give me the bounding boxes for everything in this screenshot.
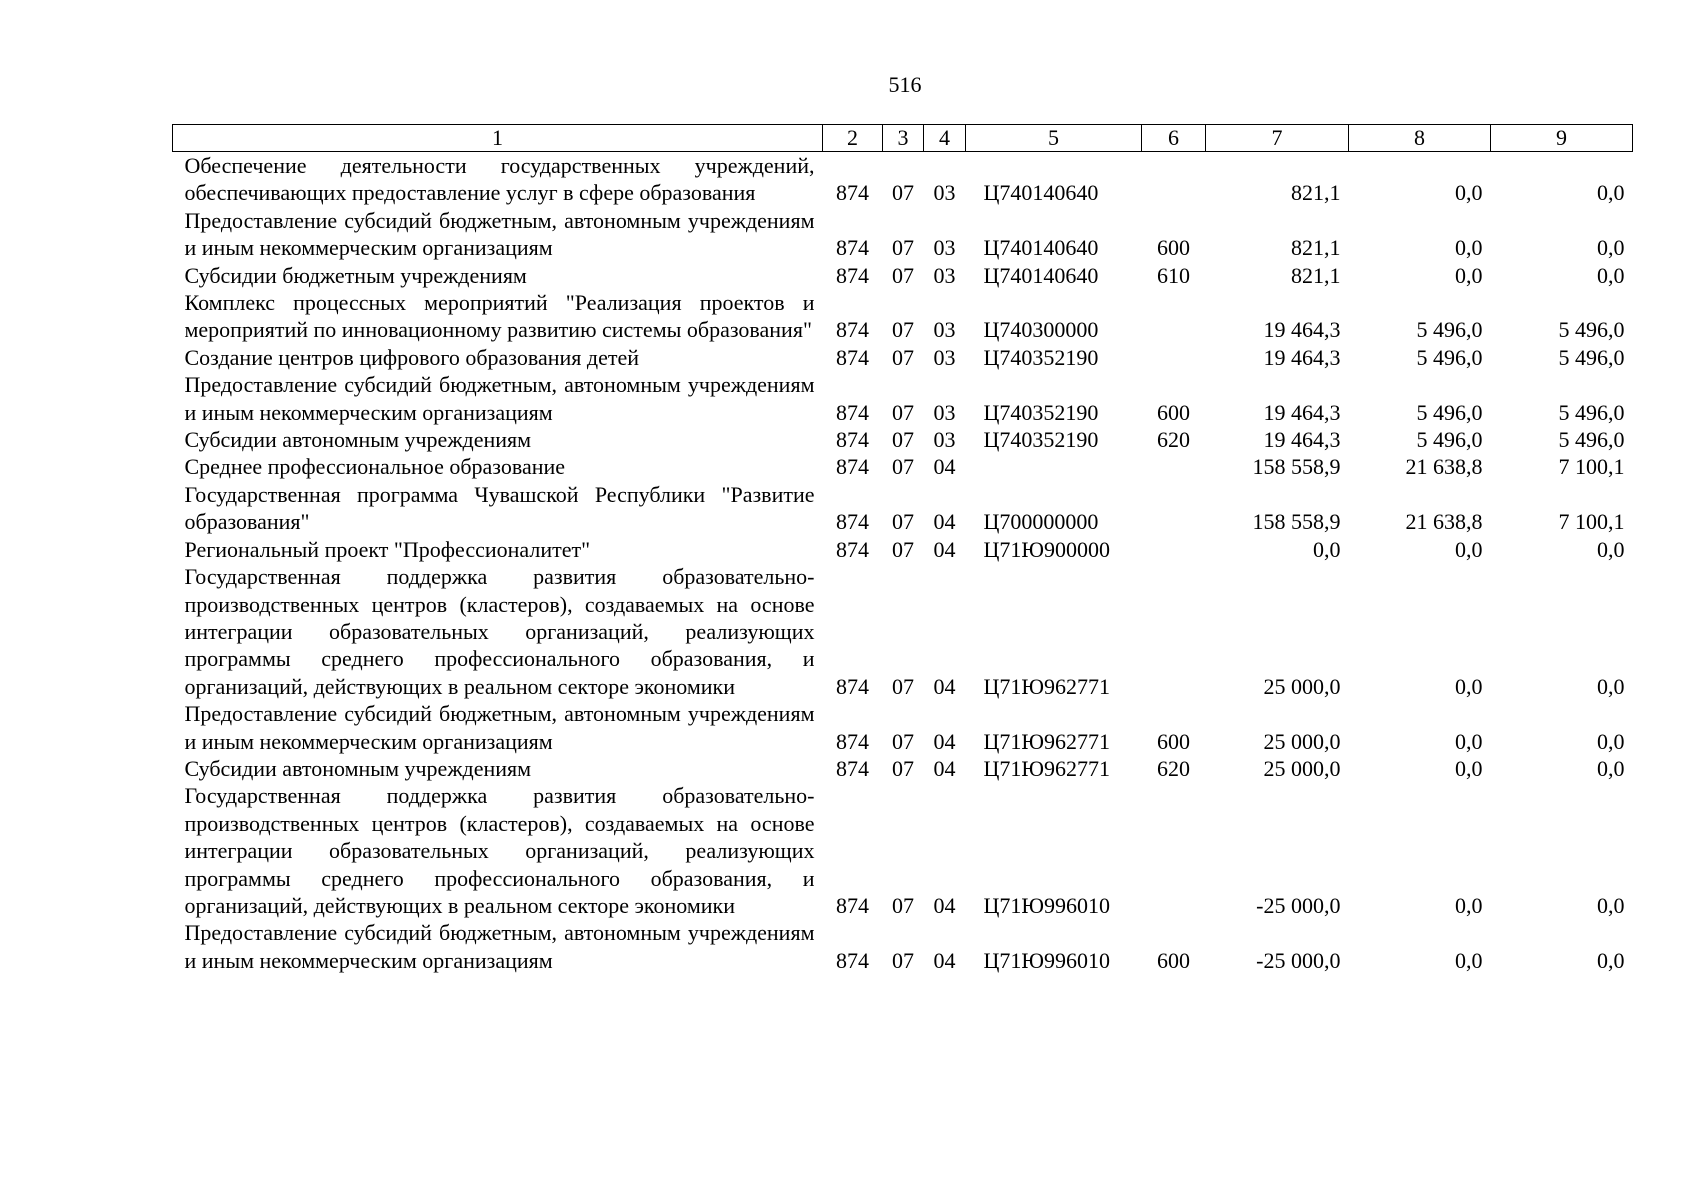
table-row bbox=[173, 426, 1633, 453]
cell-admin-code: 874 bbox=[836, 427, 869, 453]
cell-expense-type: 620 bbox=[1157, 427, 1190, 453]
cell-target-article: Ц71Ю962771 bbox=[983, 755, 1110, 781]
cell-target-article: Ц740352190 bbox=[983, 344, 1099, 370]
cell-description: Создание центров цифрового образования детей bbox=[184, 344, 639, 370]
cell-admin-code: 874 bbox=[836, 509, 869, 535]
table-header bbox=[173, 125, 1633, 152]
cell-expense-type bbox=[1142, 289, 1206, 344]
cell-amount-col8: 0,0 bbox=[1455, 180, 1483, 206]
cell-expense-type bbox=[1142, 152, 1206, 207]
cell-target-article bbox=[966, 453, 1142, 480]
cell-description: Государственная поддержка развития образовательно-производственных центров (кластеров), создаваемых на основе интеграции образовательных организаций, реализующих программы среднего профессионального образования, и организаций, действующих в реальном секторе экономики bbox=[184, 783, 815, 918]
cell-amount-col8: 0,0 bbox=[1455, 892, 1483, 918]
cell-amount-col7: -25 000,0 bbox=[1256, 947, 1341, 973]
table-row bbox=[173, 207, 1633, 262]
cell-admin-code: 874 bbox=[836, 399, 869, 425]
header-cell-4: 4 bbox=[924, 125, 966, 152]
cell-section: 07 bbox=[892, 235, 914, 261]
cell-amount-col8: 0,0 bbox=[1455, 755, 1483, 781]
cell-admin-code: 874 bbox=[836, 536, 869, 562]
cell-amount-col7: 158 558,9 bbox=[1252, 454, 1341, 480]
cell-amount-col9: 0,0 bbox=[1597, 180, 1625, 206]
cell-description: Предоставление субсидий бюджетным, автономным учреждениям и иным некоммерческим организациям bbox=[184, 701, 815, 754]
cell-amount-col9: 0,0 bbox=[1597, 892, 1625, 918]
cell-expense-type bbox=[1142, 481, 1206, 536]
cell-section: 07 bbox=[892, 317, 914, 343]
cell-expense-type bbox=[1142, 536, 1206, 563]
cell-target-article: Ц740352190 bbox=[983, 427, 1099, 453]
cell-amount-col8: 0,0 bbox=[1455, 235, 1483, 261]
cell-amount-col8: 5 496,0 bbox=[1416, 317, 1483, 343]
cell-subsection: 04 bbox=[933, 673, 956, 699]
cell-amount-col9: 7 100,1 bbox=[1558, 509, 1625, 535]
cell-description: Обеспечение деятельности государственных учреждений, обеспечивающих предоставление услуг в сфере образования bbox=[184, 153, 815, 206]
cell-amount-col8: 0,0 bbox=[1455, 262, 1483, 288]
cell-description: Комплекс процессных мероприятий "Реализация проектов и мероприятий по инновационному развитию системы образования" bbox=[184, 290, 815, 343]
cell-amount-col7: 19 464,3 bbox=[1263, 317, 1341, 343]
cell-amount-col9: 0,0 bbox=[1597, 673, 1625, 699]
cell-amount-col7: 25 000,0 bbox=[1263, 673, 1341, 699]
cell-admin-code: 874 bbox=[836, 892, 869, 918]
cell-description: Субсидии автономным учреждениям bbox=[184, 427, 532, 453]
cell-expense-type bbox=[1142, 563, 1206, 700]
cell-amount-col7: 25 000,0 bbox=[1263, 728, 1341, 754]
cell-amount-col7: -25 000,0 bbox=[1256, 892, 1341, 918]
cell-subsection: 03 bbox=[933, 317, 956, 343]
cell-expense-type: 600 bbox=[1157, 399, 1190, 425]
budget-table bbox=[172, 124, 1633, 974]
cell-target-article: Ц740300000 bbox=[983, 317, 1099, 343]
cell-target-article: Ц740140640 bbox=[983, 180, 1099, 206]
cell-amount-col9: 5 496,0 bbox=[1558, 317, 1625, 343]
table-row bbox=[173, 371, 1633, 426]
cell-amount-col7: 158 558,9 bbox=[1252, 509, 1341, 535]
cell-description: Предоставление субсидий бюджетным, автономным учреждениям и иным некоммерческим организациям bbox=[184, 207, 815, 261]
cell-target-article: Ц740352190 bbox=[983, 399, 1099, 425]
cell-subsection: 03 bbox=[933, 262, 956, 288]
cell-expense-type: 600 bbox=[1157, 947, 1190, 973]
cell-amount-col8: 0,0 bbox=[1455, 536, 1483, 562]
cell-admin-code: 874 bbox=[836, 344, 869, 370]
cell-description: Региональный проект "Профессионалитет" bbox=[184, 536, 591, 562]
table-row bbox=[173, 919, 1633, 974]
table-row bbox=[173, 289, 1633, 344]
header-cell-3: 3 bbox=[883, 125, 924, 152]
cell-subsection: 04 bbox=[933, 892, 956, 918]
cell-expense-type: 620 bbox=[1157, 755, 1190, 781]
cell-target-article: Ц700000000 bbox=[983, 509, 1099, 535]
cell-description: Среднее профессиональное образование bbox=[184, 454, 566, 480]
cell-section: 07 bbox=[892, 399, 914, 425]
cell-subsection: 03 bbox=[933, 427, 956, 453]
cell-amount-col9: 0,0 bbox=[1597, 235, 1625, 261]
cell-section: 07 bbox=[892, 728, 914, 754]
cell-admin-code: 874 bbox=[836, 235, 869, 261]
cell-admin-code: 874 bbox=[836, 755, 869, 781]
cell-amount-col9: 5 496,0 bbox=[1558, 344, 1625, 370]
cell-amount-col9: 0,0 bbox=[1597, 536, 1625, 562]
cell-description: Государственная программа Чувашской Республики "Развитие образования" bbox=[184, 481, 815, 535]
cell-target-article: Ц71Ю996010 bbox=[983, 947, 1110, 973]
cell-amount-col7: 19 464,3 bbox=[1263, 344, 1341, 370]
cell-target-article: Ц71Ю900000 bbox=[983, 536, 1110, 562]
cell-description: Предоставление субсидий бюджетным, автономным учреждениям и иным некоммерческим организациям bbox=[184, 920, 815, 973]
cell-admin-code: 874 bbox=[836, 262, 869, 288]
cell-amount-col9: 5 496,0 bbox=[1558, 427, 1625, 453]
cell-amount-col7: 821,1 bbox=[1291, 180, 1341, 206]
cell-admin-code: 874 bbox=[836, 180, 869, 206]
cell-description: Субсидии автономным учреждениям bbox=[184, 755, 532, 781]
cell-subsection: 04 bbox=[933, 947, 956, 973]
cell-expense-type bbox=[1142, 344, 1206, 371]
cell-amount-col8: 5 496,0 bbox=[1416, 344, 1483, 370]
cell-subsection: 04 bbox=[933, 454, 956, 480]
cell-amount-col8: 0,0 bbox=[1455, 947, 1483, 973]
cell-subsection: 04 bbox=[933, 536, 956, 562]
cell-amount-col9: 5 496,0 bbox=[1558, 399, 1625, 425]
cell-amount-col7: 0,0 bbox=[1313, 536, 1341, 562]
header-cell-5: 5 bbox=[966, 125, 1142, 152]
header-cell-2: 2 bbox=[823, 125, 883, 152]
cell-amount-col7: 25 000,0 bbox=[1263, 755, 1341, 781]
cell-section: 07 bbox=[892, 892, 914, 918]
cell-admin-code: 874 bbox=[836, 947, 869, 973]
cell-expense-type bbox=[1142, 782, 1206, 919]
cell-expense-type: 610 bbox=[1157, 262, 1190, 288]
table-row bbox=[173, 700, 1633, 755]
table-row bbox=[173, 453, 1633, 480]
cell-amount-col9: 7 100,1 bbox=[1558, 454, 1625, 480]
cell-target-article: Ц71Ю962771 bbox=[983, 673, 1110, 699]
cell-description: Государственная поддержка развития образовательно-производственных центров (кластеров), создаваемых на основе интеграции образовательных организаций, реализующих программы среднего профессионального образования, и организаций, действующих в реальном секторе экономики bbox=[184, 564, 815, 699]
cell-subsection: 03 bbox=[933, 344, 956, 370]
cell-amount-col9: 0,0 bbox=[1597, 728, 1625, 754]
table-row bbox=[173, 536, 1633, 563]
cell-amount-col7: 821,1 bbox=[1291, 262, 1341, 288]
table-row bbox=[173, 262, 1633, 289]
cell-amount-col7: 19 464,3 bbox=[1263, 399, 1341, 425]
cell-amount-col7: 19 464,3 bbox=[1263, 427, 1341, 453]
table-row bbox=[173, 152, 1633, 207]
cell-amount-col9: 0,0 bbox=[1597, 755, 1625, 781]
cell-subsection: 04 bbox=[933, 728, 956, 754]
cell-admin-code: 874 bbox=[836, 454, 869, 480]
cell-description: Субсидии бюджетным учреждениям bbox=[184, 262, 527, 288]
cell-amount-col8: 21 638,8 bbox=[1405, 454, 1483, 480]
cell-amount-col8: 5 496,0 bbox=[1416, 427, 1483, 453]
cell-target-article: Ц740140640 bbox=[983, 235, 1099, 261]
cell-section: 07 bbox=[892, 427, 914, 453]
cell-subsection: 03 bbox=[933, 180, 956, 206]
cell-section: 07 bbox=[892, 454, 914, 480]
cell-subsection: 03 bbox=[933, 399, 956, 425]
cell-section: 07 bbox=[892, 180, 914, 206]
page-number: 516 bbox=[888, 72, 922, 97]
header-cell-6: 6 bbox=[1142, 125, 1206, 152]
header-cell-9: 9 bbox=[1491, 125, 1633, 152]
cell-section: 07 bbox=[892, 755, 914, 781]
table-row bbox=[173, 563, 1633, 700]
table-row bbox=[173, 755, 1633, 782]
cell-subsection: 03 bbox=[933, 235, 956, 261]
cell-amount-col8: 0,0 bbox=[1455, 728, 1483, 754]
cell-expense-type: 600 bbox=[1157, 235, 1190, 261]
cell-amount-col8: 0,0 bbox=[1455, 673, 1483, 699]
cell-admin-code: 874 bbox=[836, 728, 869, 754]
cell-section: 07 bbox=[892, 536, 914, 562]
cell-target-article: Ц71Ю996010 bbox=[983, 892, 1110, 918]
table-row bbox=[173, 344, 1633, 371]
cell-amount-col9: 0,0 bbox=[1597, 947, 1625, 973]
cell-amount-col8: 21 638,8 bbox=[1405, 509, 1483, 535]
cell-section: 07 bbox=[892, 673, 914, 699]
header-cell-8: 8 bbox=[1349, 125, 1491, 152]
cell-subsection: 04 bbox=[933, 755, 956, 781]
cell-expense-type: 600 bbox=[1157, 728, 1190, 754]
cell-amount-col7: 821,1 bbox=[1291, 235, 1341, 261]
cell-section: 07 bbox=[892, 344, 914, 370]
table-row bbox=[173, 782, 1633, 919]
cell-admin-code: 874 bbox=[836, 673, 869, 699]
cell-section: 07 bbox=[892, 262, 914, 288]
cell-target-article: Ц740140640 bbox=[983, 262, 1099, 288]
header-row bbox=[173, 125, 1633, 152]
cell-subsection: 04 bbox=[933, 509, 956, 535]
cell-expense-type bbox=[1142, 453, 1206, 480]
cell-section: 07 bbox=[892, 509, 914, 535]
header-cell-7: 7 bbox=[1206, 125, 1349, 152]
cell-amount-col9: 0,0 bbox=[1597, 262, 1625, 288]
header-cell-1: 1 bbox=[173, 125, 823, 152]
cell-target-article: Ц71Ю962771 bbox=[983, 728, 1110, 754]
cell-admin-code: 874 bbox=[836, 317, 869, 343]
table-body bbox=[173, 152, 1633, 975]
table-row bbox=[173, 481, 1633, 536]
cell-amount-col8: 5 496,0 bbox=[1416, 399, 1483, 425]
cell-section: 07 bbox=[892, 947, 914, 973]
cell-description: Предоставление субсидий бюджетным, автономным учреждениям и иным некоммерческим организациям bbox=[184, 372, 815, 425]
